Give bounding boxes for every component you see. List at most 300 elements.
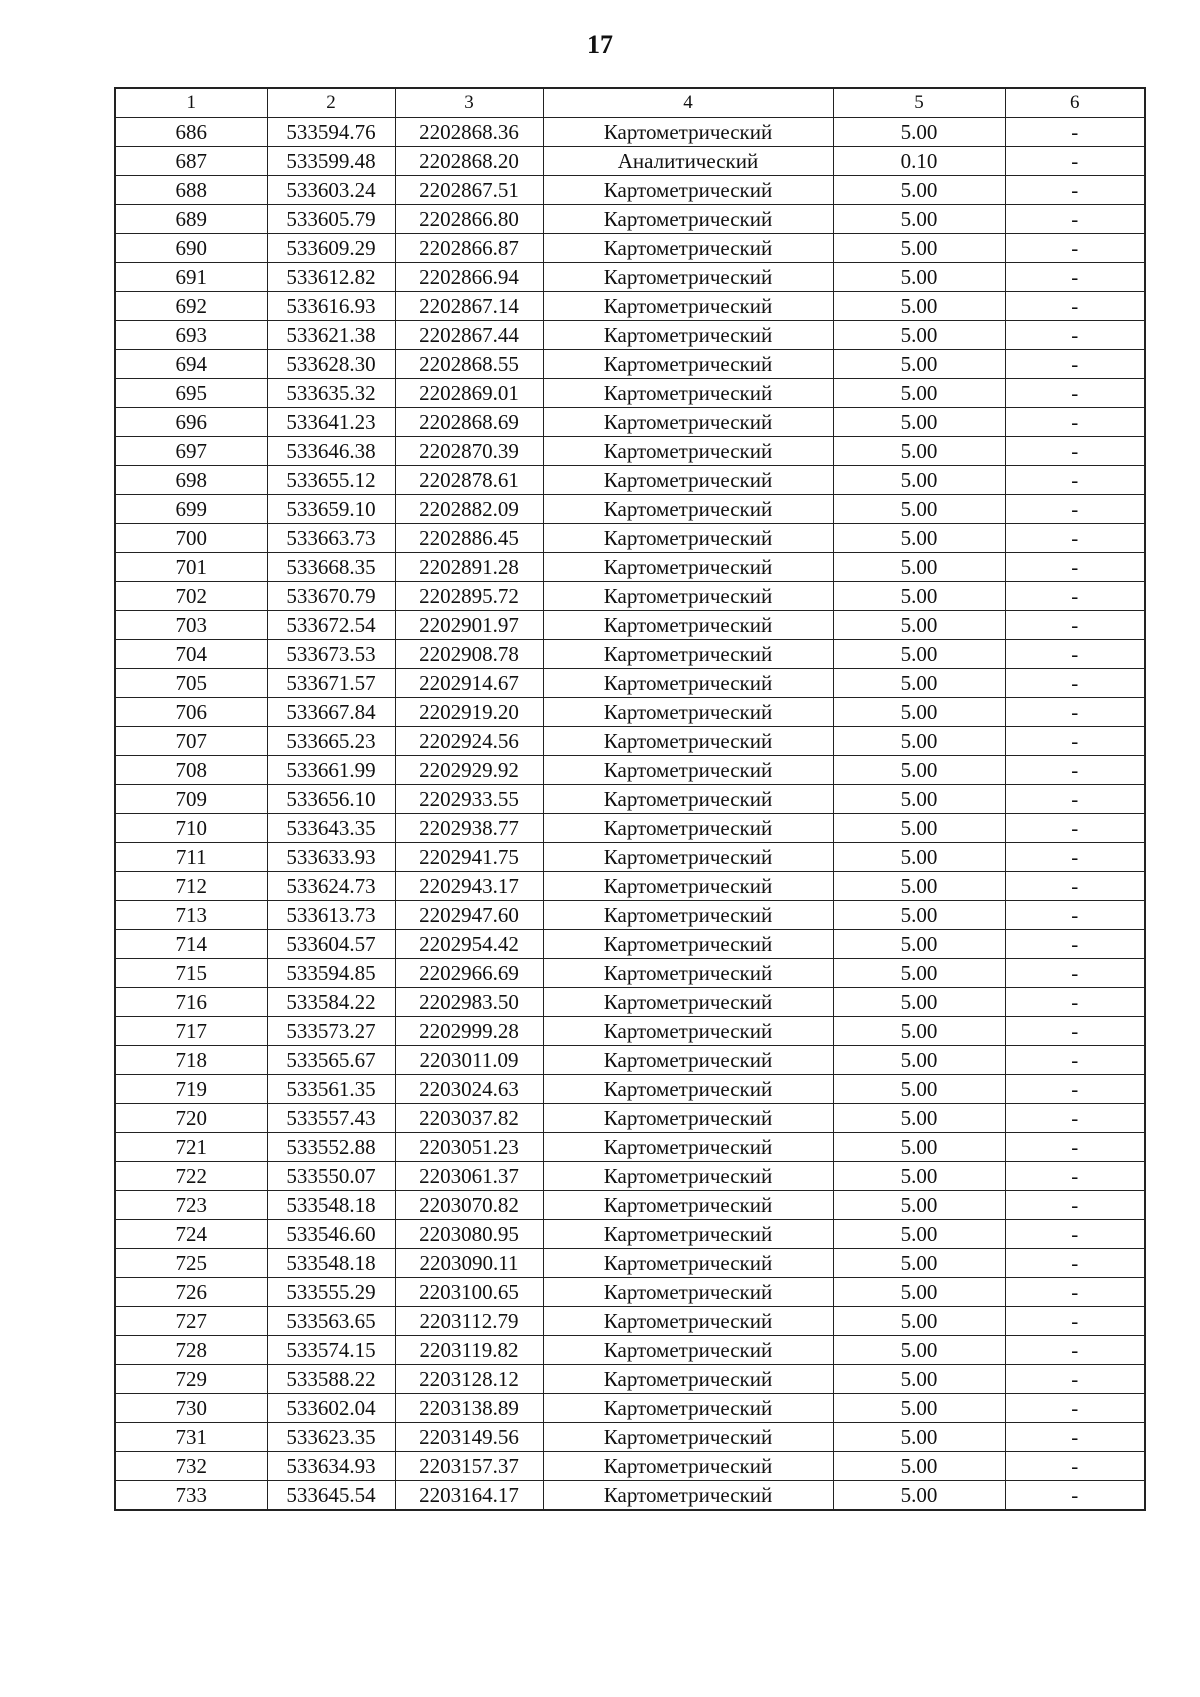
y-coordinate-cell: 2202941.75 (395, 843, 543, 872)
x-coordinate-cell: 533603.24 (267, 176, 395, 205)
column-header-2: 2 (267, 88, 395, 118)
note-cell: - (1005, 582, 1145, 611)
table-row (115, 1423, 1145, 1452)
column-header-6: 6 (1005, 88, 1145, 118)
point-number-cell: 725 (115, 1249, 267, 1278)
point-number-cell: 701 (115, 553, 267, 582)
table-row (115, 988, 1145, 1017)
x-coordinate-cell: 533655.12 (267, 466, 395, 495)
table-row (115, 1017, 1145, 1046)
accuracy-cell: 5.00 (833, 466, 1005, 495)
x-coordinate-cell: 533663.73 (267, 524, 395, 553)
x-coordinate-cell: 533656.10 (267, 785, 395, 814)
point-number-cell: 727 (115, 1307, 267, 1336)
method-cell: Картометрический (543, 930, 833, 959)
accuracy-cell: 5.00 (833, 176, 1005, 205)
note-cell: - (1005, 698, 1145, 727)
table-row (115, 553, 1145, 582)
table-row (115, 582, 1145, 611)
point-number-cell: 716 (115, 988, 267, 1017)
note-cell: - (1005, 553, 1145, 582)
x-coordinate-cell: 533594.85 (267, 959, 395, 988)
table-row (115, 1278, 1145, 1307)
x-coordinate-cell: 533673.53 (267, 640, 395, 669)
note-cell: - (1005, 930, 1145, 959)
point-number-cell: 689 (115, 205, 267, 234)
x-coordinate-cell: 533623.35 (267, 1423, 395, 1452)
y-coordinate-cell: 2203090.11 (395, 1249, 543, 1278)
method-cell: Картометрический (543, 205, 833, 234)
accuracy-cell: 5.00 (833, 785, 1005, 814)
method-cell: Картометрический (543, 814, 833, 843)
note-cell: - (1005, 379, 1145, 408)
point-number-cell: 691 (115, 263, 267, 292)
note-cell: - (1005, 727, 1145, 756)
accuracy-cell: 5.00 (833, 582, 1005, 611)
y-coordinate-cell: 2202868.20 (395, 147, 543, 176)
method-cell: Картометрический (543, 872, 833, 901)
point-number-cell: 697 (115, 437, 267, 466)
x-coordinate-cell: 533670.79 (267, 582, 395, 611)
y-coordinate-cell: 2203037.82 (395, 1104, 543, 1133)
accuracy-cell: 5.00 (833, 1423, 1005, 1452)
table-row (115, 1046, 1145, 1075)
table-row (115, 1220, 1145, 1249)
point-number-cell: 695 (115, 379, 267, 408)
point-number-cell: 714 (115, 930, 267, 959)
accuracy-cell: 5.00 (833, 669, 1005, 698)
y-coordinate-cell: 2203100.65 (395, 1278, 543, 1307)
table-row (115, 843, 1145, 872)
point-number-cell: 696 (115, 408, 267, 437)
note-cell: - (1005, 292, 1145, 321)
y-coordinate-cell: 2202924.56 (395, 727, 543, 756)
y-coordinate-cell: 2202866.87 (395, 234, 543, 263)
accuracy-cell: 5.00 (833, 640, 1005, 669)
x-coordinate-cell: 533609.29 (267, 234, 395, 263)
note-cell: - (1005, 1336, 1145, 1365)
table-row (115, 930, 1145, 959)
x-coordinate-cell: 533604.57 (267, 930, 395, 959)
y-coordinate-cell: 2202966.69 (395, 959, 543, 988)
point-number-cell: 690 (115, 234, 267, 263)
method-cell: Картометрический (543, 118, 833, 147)
table-row (115, 437, 1145, 466)
method-cell: Картометрический (543, 1162, 833, 1191)
note-cell: - (1005, 988, 1145, 1017)
point-number-cell: 719 (115, 1075, 267, 1104)
note-cell: - (1005, 1046, 1145, 1075)
point-number-cell: 704 (115, 640, 267, 669)
table-row (115, 785, 1145, 814)
note-cell: - (1005, 350, 1145, 379)
note-cell: - (1005, 1249, 1145, 1278)
method-cell: Картометрический (543, 640, 833, 669)
x-coordinate-cell: 533546.60 (267, 1220, 395, 1249)
point-number-cell: 703 (115, 611, 267, 640)
table-row (115, 292, 1145, 321)
point-number-cell: 700 (115, 524, 267, 553)
accuracy-cell: 5.00 (833, 350, 1005, 379)
table-row (115, 379, 1145, 408)
point-number-cell: 694 (115, 350, 267, 379)
point-number-cell: 731 (115, 1423, 267, 1452)
point-number-cell: 709 (115, 785, 267, 814)
y-coordinate-cell: 2202919.20 (395, 698, 543, 727)
method-cell: Картометрический (543, 234, 833, 263)
method-cell: Картометрический (543, 1394, 833, 1423)
y-coordinate-cell: 2202933.55 (395, 785, 543, 814)
x-coordinate-cell: 533672.54 (267, 611, 395, 640)
table-row (115, 263, 1145, 292)
point-number-cell: 733 (115, 1481, 267, 1511)
x-coordinate-cell: 533605.79 (267, 205, 395, 234)
x-coordinate-cell: 533671.57 (267, 669, 395, 698)
x-coordinate-cell: 533613.73 (267, 901, 395, 930)
point-number-cell: 686 (115, 118, 267, 147)
accuracy-cell: 5.00 (833, 1162, 1005, 1191)
x-coordinate-cell: 533557.43 (267, 1104, 395, 1133)
accuracy-cell: 5.00 (833, 1307, 1005, 1336)
table-row (115, 1394, 1145, 1423)
note-cell: - (1005, 1133, 1145, 1162)
method-cell: Картометрический (543, 669, 833, 698)
note-cell: - (1005, 234, 1145, 263)
note-cell: - (1005, 1394, 1145, 1423)
y-coordinate-cell: 2202954.42 (395, 930, 543, 959)
x-coordinate-cell: 533573.27 (267, 1017, 395, 1046)
y-coordinate-cell: 2202947.60 (395, 901, 543, 930)
y-coordinate-cell: 2203061.37 (395, 1162, 543, 1191)
x-coordinate-cell: 533646.38 (267, 437, 395, 466)
x-coordinate-cell: 533602.04 (267, 1394, 395, 1423)
note-cell: - (1005, 785, 1145, 814)
accuracy-cell: 5.00 (833, 930, 1005, 959)
method-cell: Картометрический (543, 176, 833, 205)
x-coordinate-cell: 533584.22 (267, 988, 395, 1017)
accuracy-cell: 5.00 (833, 1365, 1005, 1394)
point-number-cell: 722 (115, 1162, 267, 1191)
x-coordinate-cell: 533665.23 (267, 727, 395, 756)
accuracy-cell: 5.00 (833, 263, 1005, 292)
method-cell: Картометрический (543, 553, 833, 582)
accuracy-cell: 5.00 (833, 1249, 1005, 1278)
accuracy-cell: 5.00 (833, 437, 1005, 466)
x-coordinate-cell: 533668.35 (267, 553, 395, 582)
y-coordinate-cell: 2202914.67 (395, 669, 543, 698)
column-header-4: 4 (543, 88, 833, 118)
point-number-cell: 702 (115, 582, 267, 611)
table-row (115, 1249, 1145, 1278)
table-row (115, 814, 1145, 843)
y-coordinate-cell: 2202983.50 (395, 988, 543, 1017)
y-coordinate-cell: 2202866.80 (395, 205, 543, 234)
table-row (115, 1365, 1145, 1394)
y-coordinate-cell: 2202868.36 (395, 118, 543, 147)
y-coordinate-cell: 2202938.77 (395, 814, 543, 843)
note-cell: - (1005, 901, 1145, 930)
table-row (115, 1336, 1145, 1365)
note-cell: - (1005, 147, 1145, 176)
method-cell: Картометрический (543, 901, 833, 930)
accuracy-cell: 5.00 (833, 843, 1005, 872)
x-coordinate-cell: 533616.93 (267, 292, 395, 321)
x-coordinate-cell: 533563.65 (267, 1307, 395, 1336)
note-cell: - (1005, 1423, 1145, 1452)
point-number-cell: 720 (115, 1104, 267, 1133)
point-number-cell: 693 (115, 321, 267, 350)
y-coordinate-cell: 2203119.82 (395, 1336, 543, 1365)
point-number-cell: 730 (115, 1394, 267, 1423)
point-number-cell: 717 (115, 1017, 267, 1046)
accuracy-cell: 5.00 (833, 1133, 1005, 1162)
note-cell: - (1005, 1220, 1145, 1249)
y-coordinate-cell: 2203070.82 (395, 1191, 543, 1220)
x-coordinate-cell: 533635.32 (267, 379, 395, 408)
point-number-cell: 723 (115, 1191, 267, 1220)
table-body (115, 118, 1145, 1511)
accuracy-cell: 5.00 (833, 1017, 1005, 1046)
accuracy-cell: 5.00 (833, 1046, 1005, 1075)
x-coordinate-cell: 533552.88 (267, 1133, 395, 1162)
method-cell: Аналитический (543, 147, 833, 176)
x-coordinate-cell: 533588.22 (267, 1365, 395, 1394)
note-cell: - (1005, 1452, 1145, 1481)
x-coordinate-cell: 533661.99 (267, 756, 395, 785)
point-number-cell: 698 (115, 466, 267, 495)
accuracy-cell: 5.00 (833, 524, 1005, 553)
y-coordinate-cell: 2203157.37 (395, 1452, 543, 1481)
table-row (115, 1133, 1145, 1162)
note-cell: - (1005, 1075, 1145, 1104)
point-number-cell: 732 (115, 1452, 267, 1481)
point-number-cell: 724 (115, 1220, 267, 1249)
method-cell: Картометрический (543, 1017, 833, 1046)
table-row (115, 756, 1145, 785)
note-cell: - (1005, 1307, 1145, 1336)
header-row (115, 88, 1145, 118)
point-number-cell: 710 (115, 814, 267, 843)
y-coordinate-cell: 2203011.09 (395, 1046, 543, 1075)
point-number-cell: 728 (115, 1336, 267, 1365)
note-cell: - (1005, 263, 1145, 292)
table-row (115, 1307, 1145, 1336)
y-coordinate-cell: 2203051.23 (395, 1133, 543, 1162)
x-coordinate-cell: 533594.76 (267, 118, 395, 147)
note-cell: - (1005, 205, 1145, 234)
note-cell: - (1005, 959, 1145, 988)
note-cell: - (1005, 1278, 1145, 1307)
method-cell: Картометрический (543, 785, 833, 814)
method-cell: Картометрический (543, 321, 833, 350)
point-number-cell: 699 (115, 495, 267, 524)
accuracy-cell: 5.00 (833, 321, 1005, 350)
note-cell: - (1005, 611, 1145, 640)
table-row (115, 1452, 1145, 1481)
method-cell: Картометрический (543, 727, 833, 756)
note-cell: - (1005, 437, 1145, 466)
coordinates-table (114, 87, 1146, 1511)
accuracy-cell: 5.00 (833, 234, 1005, 263)
accuracy-cell: 5.00 (833, 1278, 1005, 1307)
accuracy-cell: 5.00 (833, 1075, 1005, 1104)
accuracy-cell: 5.00 (833, 408, 1005, 437)
accuracy-cell: 5.00 (833, 118, 1005, 147)
x-coordinate-cell: 533555.29 (267, 1278, 395, 1307)
x-coordinate-cell: 533599.48 (267, 147, 395, 176)
x-coordinate-cell: 533659.10 (267, 495, 395, 524)
point-number-cell: 705 (115, 669, 267, 698)
table-row (115, 698, 1145, 727)
table-row (115, 959, 1145, 988)
note-cell: - (1005, 1104, 1145, 1133)
table-row (115, 727, 1145, 756)
accuracy-cell: 5.00 (833, 292, 1005, 321)
accuracy-cell: 5.00 (833, 553, 1005, 582)
point-number-cell: 712 (115, 872, 267, 901)
y-coordinate-cell: 2202895.72 (395, 582, 543, 611)
point-number-cell: 721 (115, 1133, 267, 1162)
point-number-cell: 692 (115, 292, 267, 321)
note-cell: - (1005, 640, 1145, 669)
table-row (115, 1162, 1145, 1191)
accuracy-cell: 5.00 (833, 1394, 1005, 1423)
accuracy-cell: 5.00 (833, 1104, 1005, 1133)
point-number-cell: 687 (115, 147, 267, 176)
table-row (115, 901, 1145, 930)
table-row (115, 205, 1145, 234)
method-cell: Картометрический (543, 582, 833, 611)
method-cell: Картометрический (543, 379, 833, 408)
accuracy-cell: 5.00 (833, 205, 1005, 234)
y-coordinate-cell: 2203138.89 (395, 1394, 543, 1423)
method-cell: Картометрический (543, 1278, 833, 1307)
accuracy-cell: 5.00 (833, 379, 1005, 408)
y-coordinate-cell: 2203080.95 (395, 1220, 543, 1249)
note-cell: - (1005, 814, 1145, 843)
y-coordinate-cell: 2203024.63 (395, 1075, 543, 1104)
y-coordinate-cell: 2202929.92 (395, 756, 543, 785)
note-cell: - (1005, 1017, 1145, 1046)
method-cell: Картометрический (543, 1191, 833, 1220)
y-coordinate-cell: 2202886.45 (395, 524, 543, 553)
method-cell: Картометрический (543, 698, 833, 727)
x-coordinate-cell: 533645.54 (267, 1481, 395, 1511)
point-number-cell: 708 (115, 756, 267, 785)
y-coordinate-cell: 2202868.55 (395, 350, 543, 379)
table-row (115, 640, 1145, 669)
point-number-cell: 726 (115, 1278, 267, 1307)
y-coordinate-cell: 2202878.61 (395, 466, 543, 495)
table-row (115, 872, 1145, 901)
table-row (115, 321, 1145, 350)
x-coordinate-cell: 533641.23 (267, 408, 395, 437)
table-row (115, 147, 1145, 176)
method-cell: Картометрический (543, 1046, 833, 1075)
table-row (115, 1104, 1145, 1133)
table-row (115, 1191, 1145, 1220)
x-coordinate-cell: 533565.67 (267, 1046, 395, 1075)
y-coordinate-cell: 2203112.79 (395, 1307, 543, 1336)
accuracy-cell: 5.00 (833, 1220, 1005, 1249)
y-coordinate-cell: 2202867.44 (395, 321, 543, 350)
note-cell: - (1005, 176, 1145, 205)
y-coordinate-cell: 2202869.01 (395, 379, 543, 408)
accuracy-cell: 5.00 (833, 1191, 1005, 1220)
y-coordinate-cell: 2202867.51 (395, 176, 543, 205)
note-cell: - (1005, 756, 1145, 785)
table-row (115, 408, 1145, 437)
method-cell: Картометрический (543, 1365, 833, 1394)
accuracy-cell: 5.00 (833, 698, 1005, 727)
y-coordinate-cell: 2203149.56 (395, 1423, 543, 1452)
table-row (115, 669, 1145, 698)
note-cell: - (1005, 843, 1145, 872)
method-cell: Картометрический (543, 408, 833, 437)
page-number: 17 (587, 30, 613, 59)
x-coordinate-cell: 533634.93 (267, 1452, 395, 1481)
method-cell: Картометрический (543, 611, 833, 640)
table-row (115, 118, 1145, 147)
method-cell: Картометрический (543, 1336, 833, 1365)
column-header-3: 3 (395, 88, 543, 118)
note-cell: - (1005, 321, 1145, 350)
method-cell: Картометрический (543, 1307, 833, 1336)
point-number-cell: 729 (115, 1365, 267, 1394)
table-row (115, 176, 1145, 205)
method-cell: Картометрический (543, 1423, 833, 1452)
note-cell: - (1005, 118, 1145, 147)
method-cell: Картометрический (543, 524, 833, 553)
method-cell: Картометрический (543, 1249, 833, 1278)
method-cell: Картометрический (543, 437, 833, 466)
point-number-cell: 706 (115, 698, 267, 727)
point-number-cell: 715 (115, 959, 267, 988)
note-cell: - (1005, 1481, 1145, 1511)
accuracy-cell: 5.00 (833, 611, 1005, 640)
note-cell: - (1005, 1365, 1145, 1394)
y-coordinate-cell: 2202882.09 (395, 495, 543, 524)
column-header-1: 1 (115, 88, 267, 118)
x-coordinate-cell: 533624.73 (267, 872, 395, 901)
table-row (115, 495, 1145, 524)
accuracy-cell: 5.00 (833, 988, 1005, 1017)
method-cell: Картометрический (543, 959, 833, 988)
accuracy-cell: 5.00 (833, 1336, 1005, 1365)
y-coordinate-cell: 2202867.14 (395, 292, 543, 321)
x-coordinate-cell: 533643.35 (267, 814, 395, 843)
x-coordinate-cell: 533574.15 (267, 1336, 395, 1365)
y-coordinate-cell: 2202868.69 (395, 408, 543, 437)
point-number-cell: 711 (115, 843, 267, 872)
method-cell: Картометрический (543, 756, 833, 785)
accuracy-cell: 5.00 (833, 756, 1005, 785)
method-cell: Картометрический (543, 843, 833, 872)
y-coordinate-cell: 2202870.39 (395, 437, 543, 466)
method-cell: Картометрический (543, 292, 833, 321)
table-row (115, 234, 1145, 263)
y-coordinate-cell: 2202866.94 (395, 263, 543, 292)
method-cell: Картометрический (543, 466, 833, 495)
point-number-cell: 688 (115, 176, 267, 205)
accuracy-cell: 5.00 (833, 872, 1005, 901)
point-number-cell: 718 (115, 1046, 267, 1075)
note-cell: - (1005, 1162, 1145, 1191)
x-coordinate-cell: 533561.35 (267, 1075, 395, 1104)
method-cell: Картометрический (543, 988, 833, 1017)
note-cell: - (1005, 872, 1145, 901)
method-cell: Картометрический (543, 1104, 833, 1133)
